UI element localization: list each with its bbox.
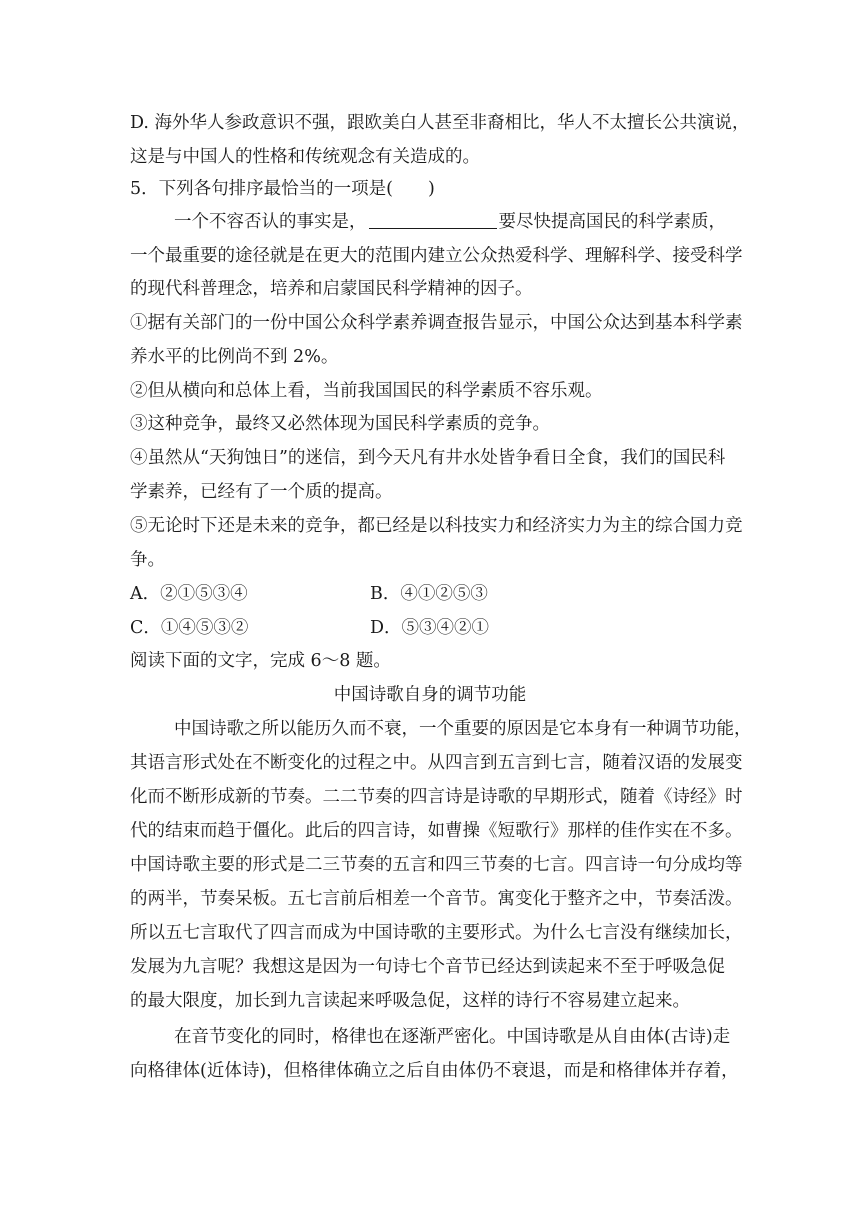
sentence-4-line2: 学素养，已经有了一个质的提高。 — [130, 482, 393, 502]
sentence-2: ②但从横向和总体上看，当前我国国民的科学素质不容乐观。 — [130, 381, 603, 401]
sentence-4-line1: ④虽然从“天狗蚀日”的迷信，到今天凡有井水处皆争看日全食，我们的国民科 — [130, 448, 726, 468]
option-a: A．②①⑤③④ — [130, 584, 248, 604]
reading-instruction: 阅读下面的文字，完成 6～8 题。 — [130, 651, 391, 671]
prev-option-d-line2: 这是与中国人的性格和传统观念有关造成的。 — [130, 147, 480, 167]
prev-option-d-line1: D. 海外华人参政意识不强，跟欧美白人甚至非裔相比，华人不太擅长公共演说， — [130, 113, 750, 133]
paragraph-1-line: 其语言形式处在不断变化的过程之中。从四言到五言到七言，随着汉语的发展变 — [130, 753, 743, 773]
question-5-passage-line3: 的现代科普理念，培养和启蒙国民科学精神的因子。 — [130, 279, 533, 299]
paragraph-1-line: 的两半，节奏呆板。五七言前后相差一个音节。寓变化于整齐之中，节奏活泼。 — [130, 889, 743, 909]
question-5-passage-line1 — [174, 211, 726, 233]
paragraph-1-line: 代的结束而趋于僵化。此后的四言诗，如曹操《短歌行》那样的佳作实在不多。 — [130, 821, 743, 841]
option-b: B．④①②⑤③ — [370, 584, 488, 604]
sentence-5-line2: 争。 — [130, 550, 165, 570]
paragraph-2-line: 在音节变化的同时，格律也在逐渐严密化。中国诗歌是从自由体(古诗)走 — [174, 1027, 731, 1047]
paragraph-2-line: 向格律体(近体诗)，但格律体确立之后自由体仍不衰退，而是和格律体并存着， — [130, 1061, 739, 1081]
option-c: C．①④⑤③② — [130, 618, 249, 638]
passage-text-before-blank: 一个不容否认的事实是， — [174, 212, 367, 232]
fill-blank — [369, 212, 497, 229]
option-d: D．⑤③④②① — [370, 618, 490, 638]
paragraph-1-line: 化而不断形成新的节奏。二二节奏的四言诗是诗歌的早期形式，随着《诗经》时 — [130, 787, 743, 807]
passage-text-after-blank: 要尽快提高国民的科学素质， — [498, 212, 726, 232]
paragraph-1-line: 发展为九言呢？我想这是因为一句诗七个音节已经达到读起来不至于呼吸急促 — [130, 957, 725, 977]
question-5-passage-line2: 一个最重要的途径就是在更大的范围内建立公众热爱科学、理解科学、接受科学 — [130, 246, 743, 266]
paragraph-1-line: 中国诗歌之所以能历久而不衰，一个重要的原因是它本身有一种调节功能， — [174, 719, 752, 739]
sentence-1-line2: 养水平的比例尚不到 2%。 — [130, 347, 339, 367]
paragraph-1-line: 的最大限度，加长到九言读起来呼吸急促，这样的诗行不容易建立起来。 — [130, 991, 690, 1011]
sentence-1-line1: ①据有关部门的一份中国公众科学素养调查报告显示，中国公众达到基本科学素 — [130, 313, 743, 333]
question-5-stem: 5．下列各句排序最恰当的一项是( ) — [130, 179, 435, 199]
sentence-3: ③这种竞争，最终又必然体现为国民科学素质的竞争。 — [130, 414, 550, 434]
paragraph-1-line: 中国诗歌主要的形式是二三节奏的五言和四三节奏的七言。四言诗一句分成均等 — [130, 855, 743, 875]
paragraph-1-line: 所以五七言取代了四言而成为中国诗歌的主要形式。为什么七言没有继续加长， — [130, 923, 743, 943]
sentence-5-line1: ⑤无论时下还是未来的竞争，都已经是以科技实力和经济实力为主的综合国力竞 — [130, 516, 743, 536]
reading-title: 中国诗歌自身的调节功能 — [333, 685, 527, 705]
